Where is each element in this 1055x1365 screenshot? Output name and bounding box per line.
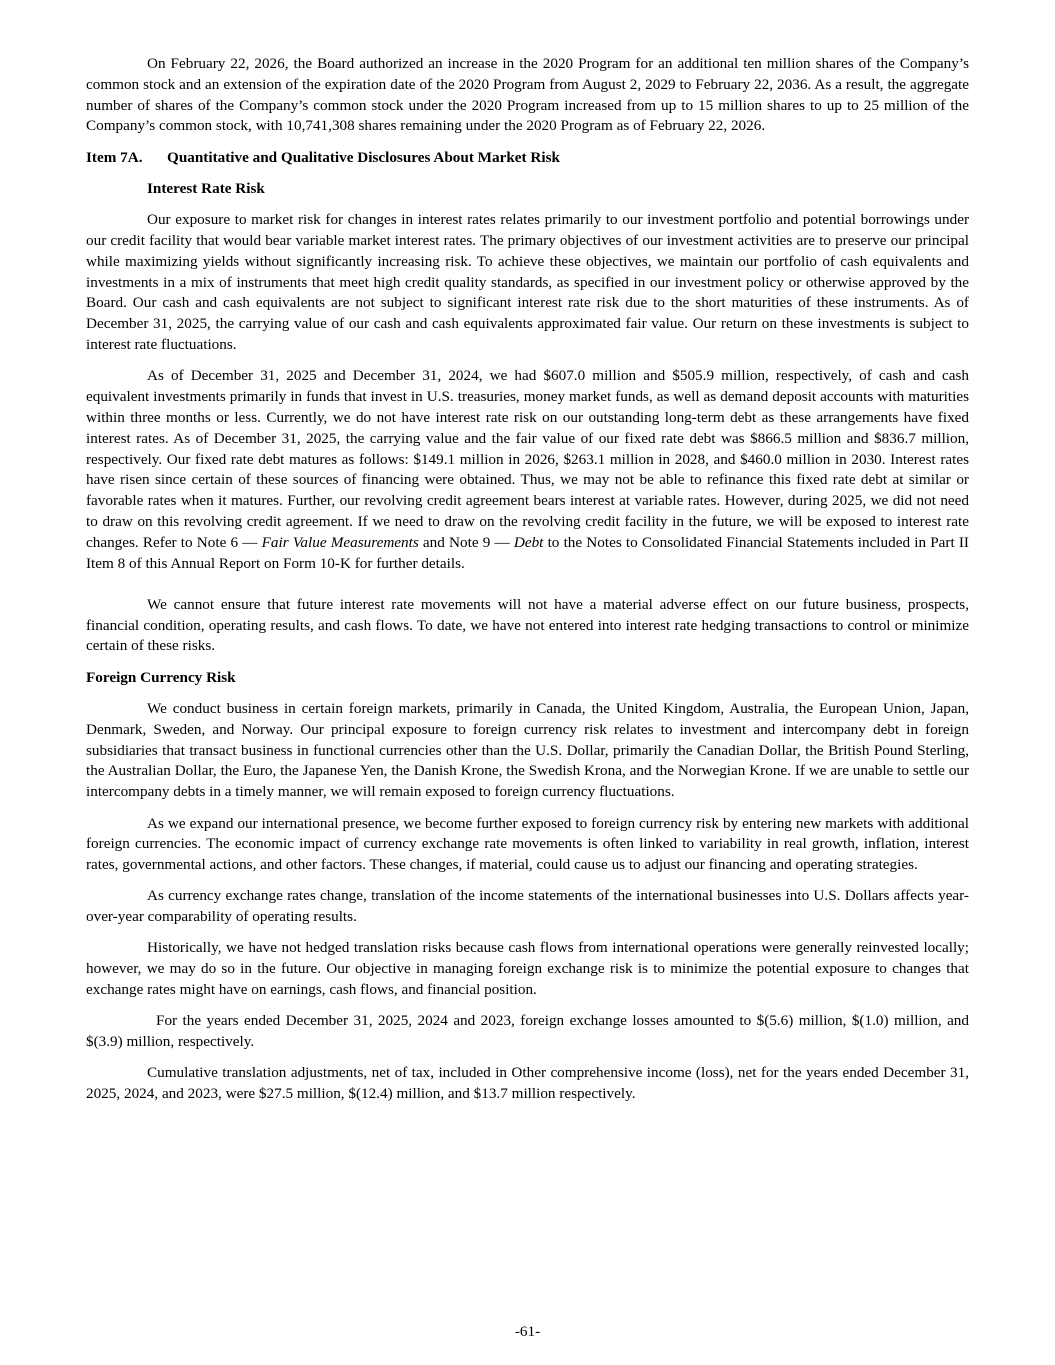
paragraph-interest-rate-hedging: We cannot ensure that future interest rate movements will not have a material adverse effect on our future business, prospects, financial condition, operating results, and cash flows. To date, we have not entered into interest rate hedging transactions to control or minimize certain of these risks. bbox=[86, 595, 969, 655]
document-page bbox=[86, 54, 969, 1116]
paragraph-international-expansion: As we expand our international presence, we become further exposed to foreign currency risk by entering new markets with additional foreign currencies. The economic impact of currency exchange rate movements is often linked to variability in real growth, inflation, interest rates, governmental actions, and other factors. These changes, if material, could cause us to adjust our financing and operating strategies. bbox=[86, 814, 969, 874]
cash-debt-text-part-3: to the Notes to Consolidated Financial Statements included in Part II Item 8 of this Annual Report on Form 10-K for further details. bbox=[86, 533, 969, 572]
cash-debt-text-part-1: As of December 31, 2025 and December 31, 2024, we had $607.0 million and $505.9 million, respectively, of cash and cash equivalent investments primarily in funds that invest in U.S. treasuries, money market funds, as well as demand deposit accounts with maturities within three months or less. Currently, we do not have interest rate risk on our outstanding long-term debt as these arrangements have fixed interest rates. As of December 31, 2025, the carrying value and the fair value of our fixed rate debt was $866.5 million and $836.7 million, respectively. Our fixed rate debt matures as follows: $149.1 million in 2026, $263.1 million in 2028, and $460.0 million in 2030. Interest rates have risen since certain of these sources of financing were obtained. Thus, we may not be able to refinance this fixed rate debt at similar or favorable rates when it matures. Further, our revolving credit agreement bears interest at variable rates. However, during 2025, we did not need to draw on this revolving credit agreement. If we need to draw on the revolving credit facility in the future, we will be exposed to interest rate changes. Refer to Note 6 — bbox=[86, 367, 969, 551]
cash-debt-text-part-2: and Note 9 — bbox=[418, 533, 514, 551]
page-number: -61- bbox=[514, 1323, 541, 1340]
foreign-currency-risk-heading: Foreign Currency Risk bbox=[86, 668, 236, 686]
paragraph-interest-rate-exposure: Our exposure to market risk for changes in interest rates relates primarily to our investment portfolio and potential borrowings under our credit facility that would bear variable market interest rates. The primary objectives of our investment activities are to preserve our principal while maximizing yields without significantly increasing risk. To achieve these objectives, we maintain our portfolio of cash equivalents and investments in a mix of instruments that meet high credit quality standards, as specified in our investment policy or otherwise approved by the Board. Our cash and cash equivalents are not subject to significant interest rate risk due to the short maturities of these instruments. As of December 31, 2025, the carrying value of our cash and cash equivalents approximated fair value. Our return on these investments is subject to interest rate fluctuations. bbox=[86, 211, 969, 354]
paragraph-translation-comparability: As currency exchange rates change, translation of the income statements of the international businesses into U.S. Dollars affects year-over-year comparability of operating results. bbox=[86, 887, 969, 926]
paragraph-hedging-policy: Historically, we have not hedged translation risks because cash flows from international operations were generally reinvested locally; however, we may do so in the future. Our objective in managing foreign exchange risk is to minimize the potential exposure to changes that exchange rates might have on earnings, cash flows, and financial position. bbox=[86, 939, 969, 999]
paragraph-cumulative-translation-adjustments: Cumulative translation adjustments, net of tax, included in Other comprehensive income (loss), net for the years ended December 31, 2025, 2024, and 2023, were $27.5 million, $(12.4) million, and $13.7 million respectively. bbox=[86, 1064, 969, 1103]
fair-value-measurements-reference: Fair Value Measurements bbox=[261, 533, 419, 551]
item-7a-heading bbox=[86, 148, 969, 169]
paragraph-cash-and-debt bbox=[86, 366, 969, 574]
paragraph-foreign-exchange-losses: For the years ended December 31, 2025, 2024 and 2023, foreign exchange losses amounted to $(5.6) million, $(1.0) million, and $(3.9) million, respectively. bbox=[86, 1012, 969, 1051]
item-number: Item 7A. bbox=[86, 148, 143, 166]
paragraph-foreign-markets: We conduct business in certain foreign markets, primarily in Canada, the United Kingdom, Australia, the European Union, Japan, Denmark, Sweden, and Norway. Our principal exposure to foreign currency risk relates to investment and intercompany debt in foreign subsidiaries that transact business in functional currencies other than the U.S. Dollar, primarily the Canadian Dollar, the British Pound Sterling, the Australian Dollar, the Euro, the Japanese Yen, the Danish Krone, the Swedish Krona, and the Norwegian Krone. If we are unable to settle our intercompany debts in a timely manner, we will remain exposed to foreign currency fluctuations. bbox=[86, 700, 969, 801]
paragraph-share-repurchase-program: On February 22, 2026, the Board authorized an increase in the 2020 Program for an additional ten million shares of the Company’s common stock and an extension of the expiration date of the 2020 Program from August 2, 2029 to February 22, 2036. As a result, the aggregate number of shares of the Company’s common stock under the 2020 Program increased from up to 15 million shares to up to 25 million of the Company’s common stock, with 10,741,308 shares remaining under the 2020 Program as of February 22, 2026. bbox=[86, 55, 969, 135]
debt-reference: Debt bbox=[513, 533, 544, 551]
interest-rate-risk-heading: Interest Rate Risk bbox=[147, 179, 265, 197]
item-title: Quantitative and Qualitative Disclosures About Market Risk bbox=[167, 148, 560, 166]
